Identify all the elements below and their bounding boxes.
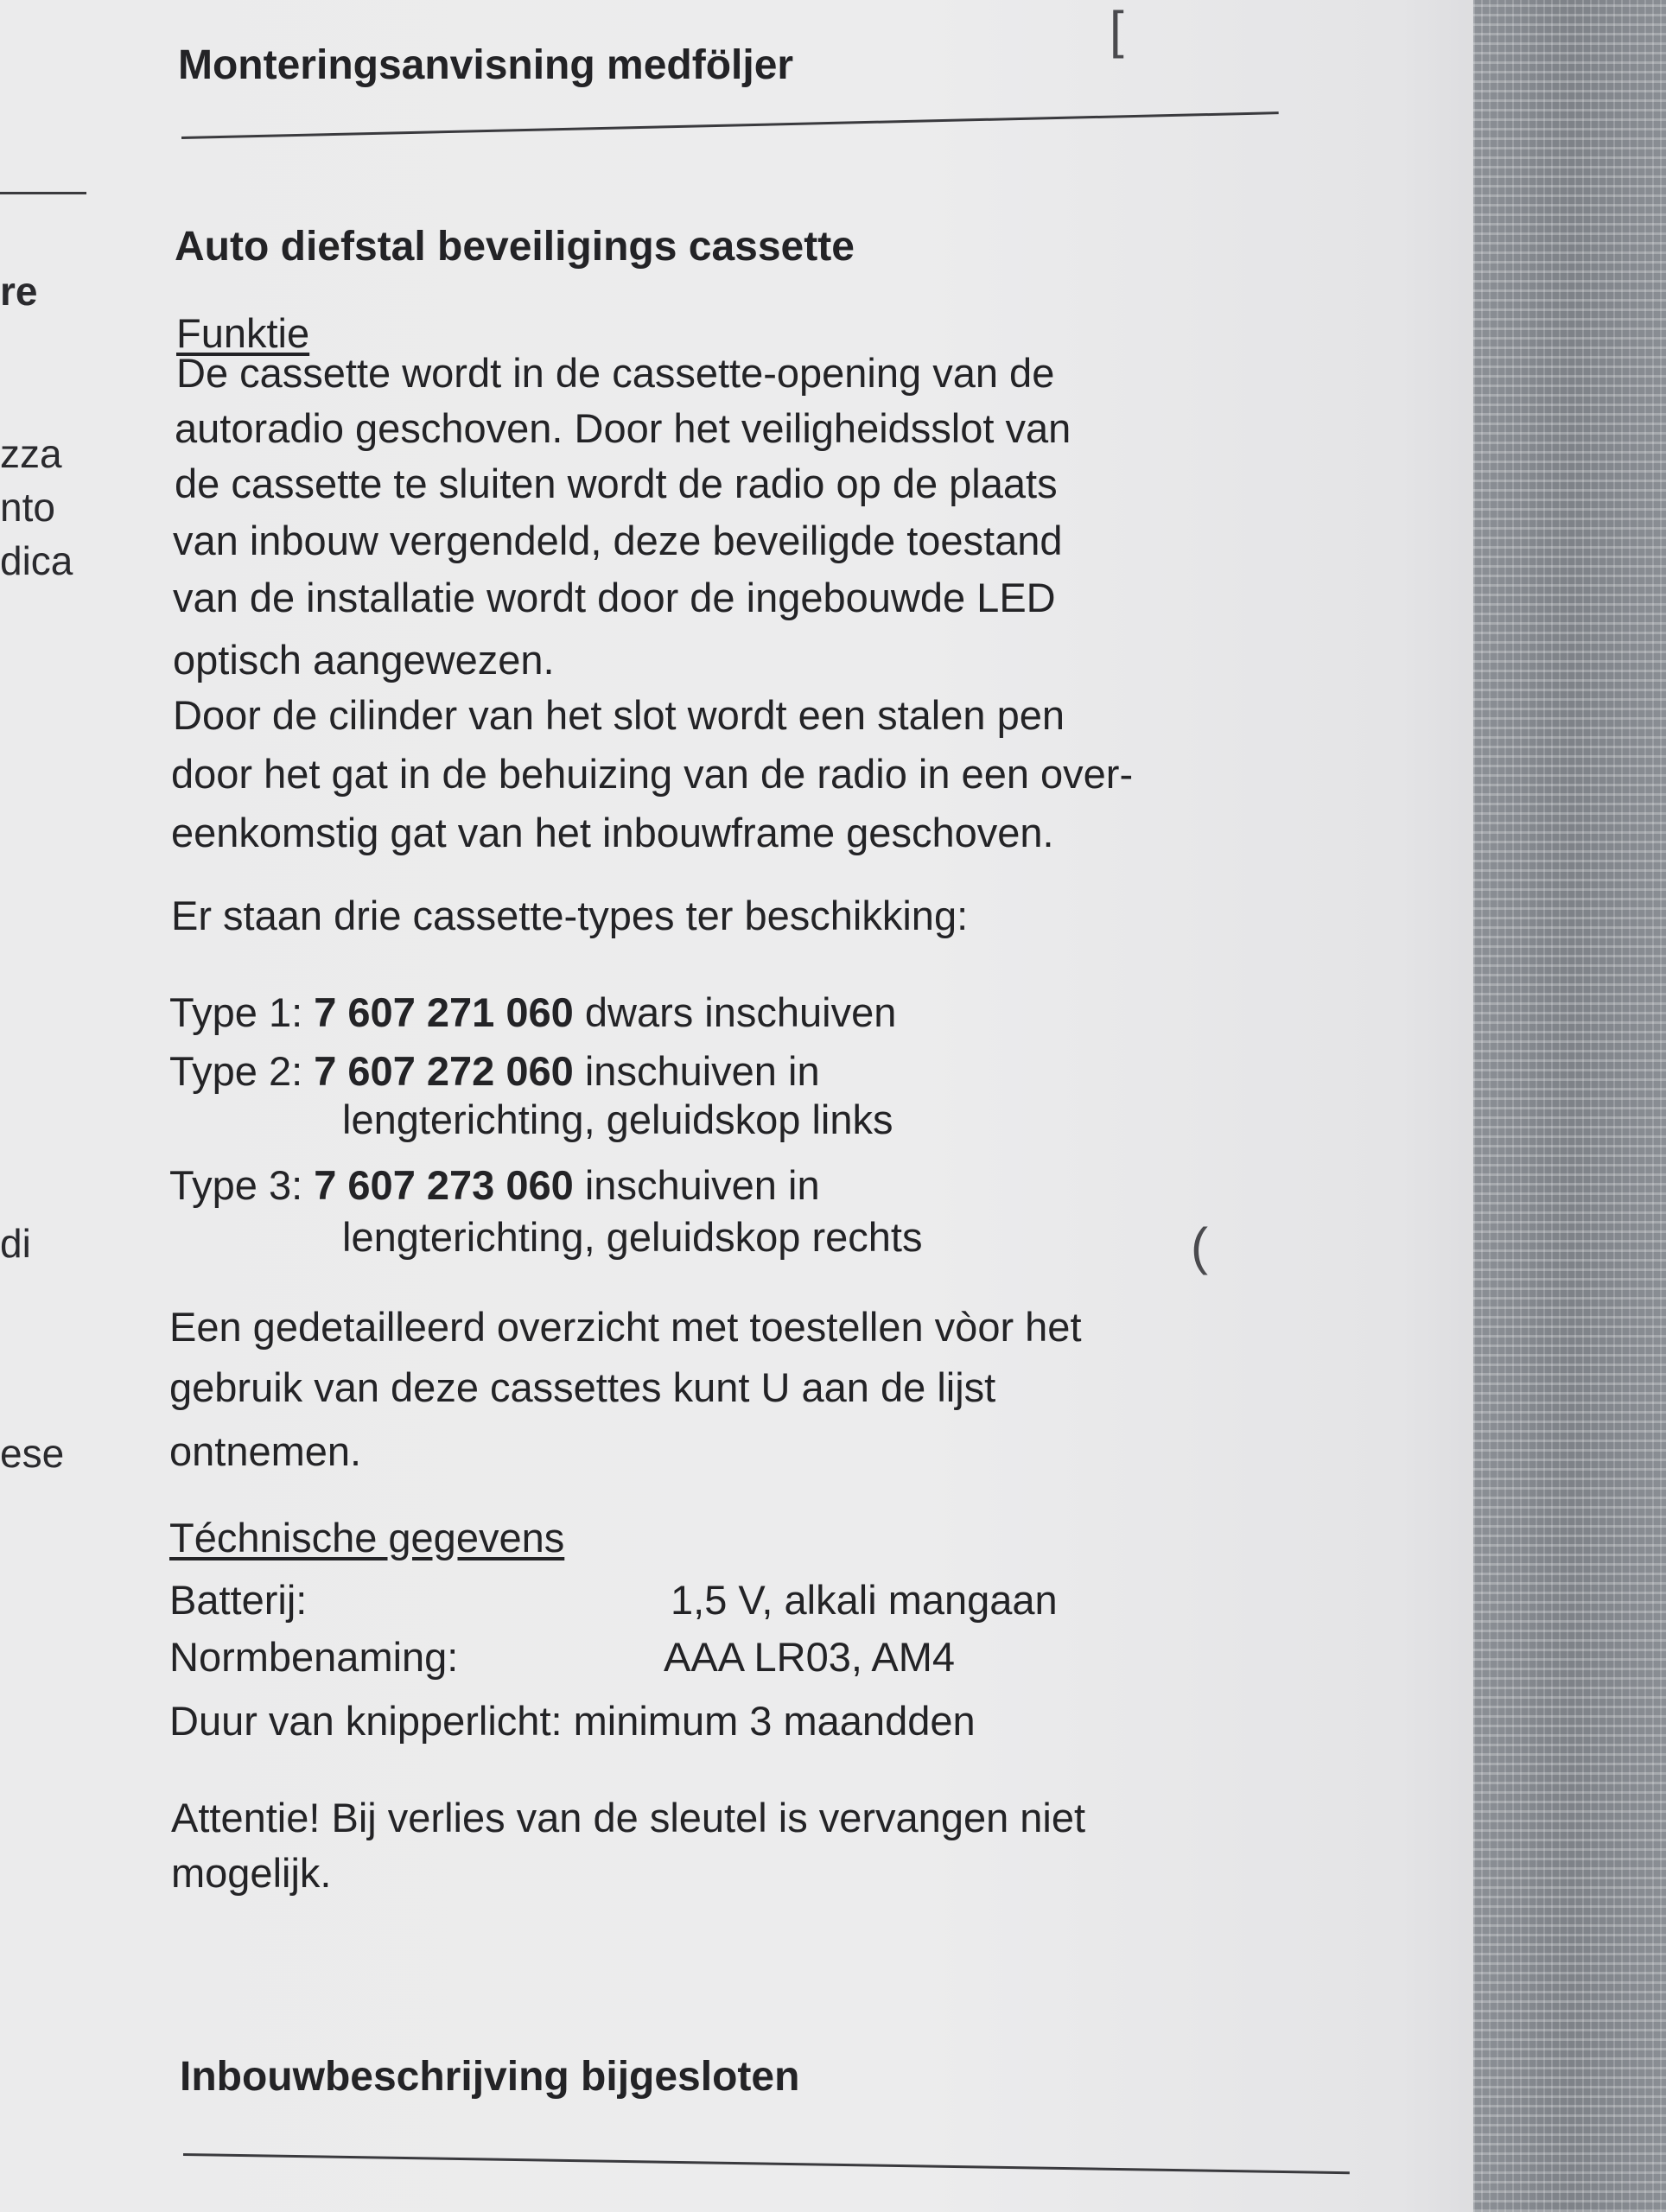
attention-line: Attentie! Bij verlies van de sleutel is vervangen niet: [171, 1795, 1086, 1840]
section-heading-tech: Téchnische gegevens: [169, 1515, 565, 1560]
header-top: Monteringsanvisning medföljer: [178, 42, 794, 88]
spec-value: 1,5 V, alkali mangaan: [671, 1577, 1058, 1623]
type-desc: inschuiven in: [584, 1048, 820, 1094]
document-title: Auto diefstal beveiligings cassette: [175, 224, 855, 270]
type-desc: dwars inschuiven: [584, 989, 897, 1035]
body-line: eenkomstig gat van het inbouwframe geschoven.: [171, 810, 1054, 855]
spec-value: AAA LR03, AM4: [664, 1634, 956, 1680]
margin-fragment: ese: [0, 1431, 65, 1476]
footer-note: Inbouwbeschrijving bijgesloten: [180, 2054, 800, 2100]
type-desc: inschuiven in: [584, 1162, 820, 1208]
body-line: van de installatie wordt door de ingebouwde LED: [173, 575, 1056, 620]
attention-line: mogelijk.: [171, 1850, 332, 1896]
body-line: optisch aangewezen.: [173, 637, 555, 683]
body-line: van inbouw vergendeld, deze beveiligde toestand: [173, 518, 1063, 563]
type-label: Type 1:: [169, 989, 303, 1035]
spec-key: Duur van knipperlicht:: [169, 1698, 563, 1744]
margin-fragment: zza: [0, 431, 62, 476]
types-intro: Er staan drie cassette-types ter beschikking:: [171, 893, 969, 938]
spec-key: Batterij:: [169, 1577, 308, 1623]
type-row: [169, 1047, 820, 1096]
body-line: De cassette wordt in de cassette-opening van de: [176, 350, 1055, 396]
margin-fragment: nto: [0, 485, 55, 530]
spec-row: [169, 1697, 976, 1745]
body-line: ontnemen.: [169, 1428, 362, 1474]
body-line: autoradio geschoven. Door het veiligheidsslot van: [175, 405, 1071, 451]
body-line: Door de cilinder van het slot wordt een stalen pen: [173, 692, 1065, 738]
pen-mark: [: [1110, 1, 1124, 59]
section-heading-funktie: Funktie: [176, 310, 310, 356]
type-number: 7 607 273 060: [314, 1162, 574, 1208]
margin-rule: [0, 192, 86, 194]
background-wall: [1473, 0, 1666, 2212]
type-continuation: lengterichting, geluidskop rechts: [342, 1214, 923, 1260]
type-label: Type 3:: [169, 1162, 303, 1208]
body-line: door het gat in de behuizing van de radio in een over-: [171, 751, 1134, 797]
body-line: de cassette te sluiten wordt de radio op de plaats: [175, 461, 1058, 506]
type-label: Type 2:: [169, 1048, 303, 1094]
type-row: [169, 988, 896, 1037]
spec-key: Normbenaming:: [169, 1634, 459, 1680]
body-line: gebruik van deze cassettes kunt U aan de lijst: [169, 1364, 996, 1410]
body-line: Een gedetailleerd overzicht met toestellen vòor het: [169, 1304, 1082, 1350]
margin-fragment: di: [0, 1221, 31, 1266]
type-number: 7 607 271 060: [314, 989, 574, 1035]
type-continuation: lengterichting, geluidskop links: [342, 1096, 893, 1142]
margin-fragment: dica: [0, 538, 73, 583]
pen-mark: (: [1191, 1217, 1208, 1275]
type-number: 7 607 272 060: [314, 1048, 574, 1094]
margin-fragment: re: [0, 269, 38, 314]
spec-value: minimum 3 maandden: [573, 1698, 976, 1744]
type-row: [169, 1161, 820, 1210]
